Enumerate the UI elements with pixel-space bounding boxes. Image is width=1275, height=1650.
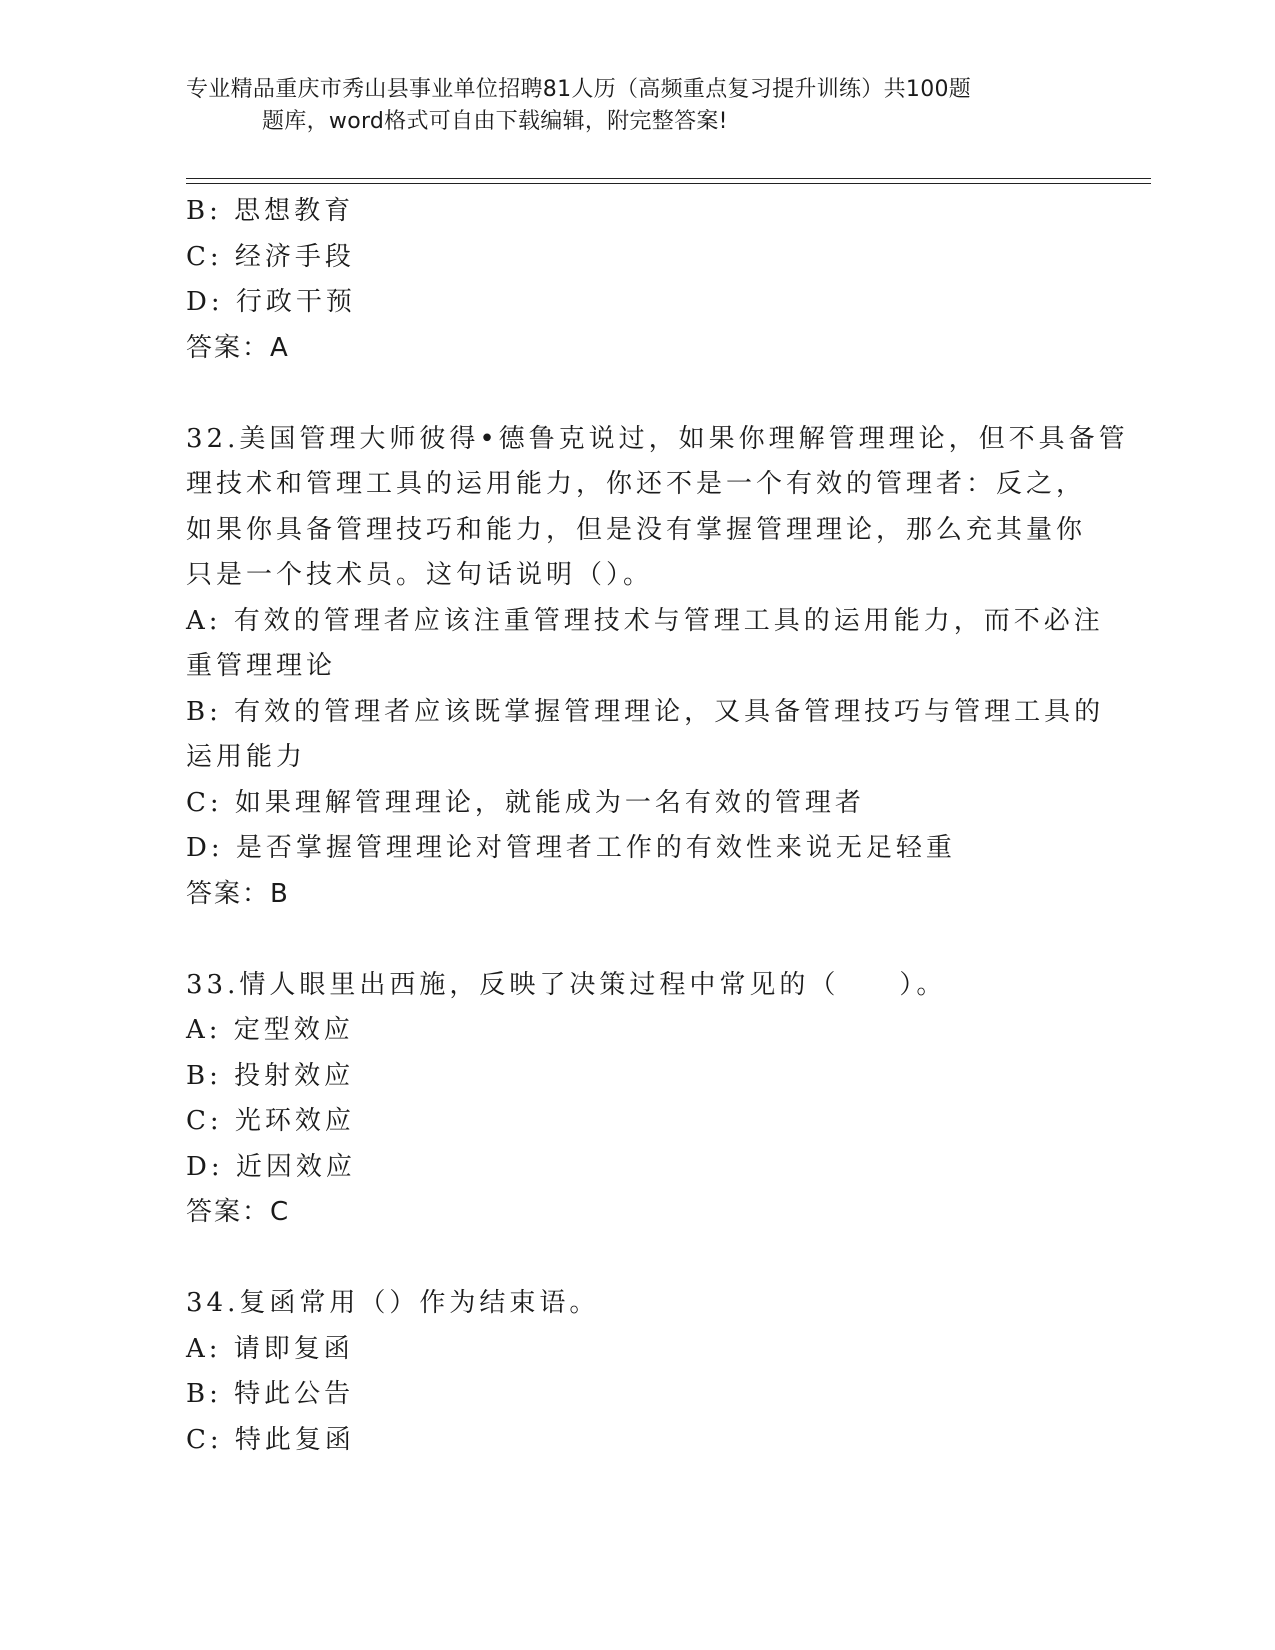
option-a: A: 请即复函 bbox=[186, 1333, 354, 1364]
question-stem: 34.复函常用（）作为结束语。 bbox=[186, 1288, 600, 1318]
option-a: A: 有效的管理者应该注重管理技术与管理工具的运用能力，而不必注 bbox=[186, 605, 1104, 636]
question-stem: 33.情人眼里出西施，反映了决策过程中常见的（ ）。 bbox=[186, 969, 947, 1000]
question-34 bbox=[186, 1281, 1086, 1463]
option-c: C: 特此复函 bbox=[186, 1424, 355, 1455]
option-b: B: 特此公告 bbox=[186, 1379, 355, 1409]
header-title-line-2: 题库，word格式可自由下载编辑，附完整答案! bbox=[262, 109, 728, 134]
spacer bbox=[186, 1236, 1086, 1282]
option-a: 重管理理论 bbox=[186, 651, 337, 681]
question-33 bbox=[186, 963, 1086, 1236]
option-b: B: 投射效应 bbox=[186, 1060, 355, 1091]
spacer bbox=[186, 371, 1086, 417]
option-a: A: 定型效应 bbox=[186, 1015, 354, 1045]
option-d: D: 行政干预 bbox=[186, 287, 356, 317]
document-header bbox=[186, 74, 1076, 138]
header-rule-bottom bbox=[186, 183, 1151, 184]
spacer bbox=[186, 917, 1086, 963]
answer: 答案：B bbox=[186, 878, 290, 909]
header-rule-top bbox=[186, 178, 1151, 179]
option-c: C: 如果理解管理理论，就能成为一名有效的管理者 bbox=[186, 787, 865, 818]
question-stem: 如果你具备管理技巧和能力，但是没有掌握管理理论，那么充其量你 bbox=[186, 514, 1087, 545]
header-title-line-1: 专业精品重庆市秀山县事业单位招聘81人历（高频重点复习提升训练）共100题 bbox=[186, 77, 972, 102]
option-b: 运用能力 bbox=[186, 742, 307, 772]
option-c: C: 光环效应 bbox=[186, 1106, 355, 1136]
answer: 答案：A bbox=[186, 332, 290, 363]
question-list bbox=[186, 189, 1129, 1463]
question-stem: 只是一个技术员。这句话说明（）。 bbox=[186, 560, 654, 590]
option-b: B: 思想教育 bbox=[186, 196, 355, 226]
question-stem: 理技术和管理工具的运用能力，你还不是一个有效的管理者：反之， bbox=[186, 469, 1087, 499]
option-c: C: 经济手段 bbox=[186, 241, 355, 272]
answer: 答案：C bbox=[186, 1197, 291, 1227]
option-b: B: 有效的管理者应该既掌握管理理论，又具备管理技巧与管理工具的 bbox=[186, 696, 1105, 727]
question-stem: 32.美国管理大师彼得•德鲁克说过，如果你理解管理理论，但不具备管 bbox=[186, 423, 1129, 454]
option-d: D: 是否掌握管理理论对管理者工作的有效性来说无足轻重 bbox=[186, 833, 956, 863]
question-31-tail bbox=[186, 189, 1086, 371]
question-32 bbox=[186, 417, 1129, 918]
option-d: D: 近因效应 bbox=[186, 1151, 356, 1182]
